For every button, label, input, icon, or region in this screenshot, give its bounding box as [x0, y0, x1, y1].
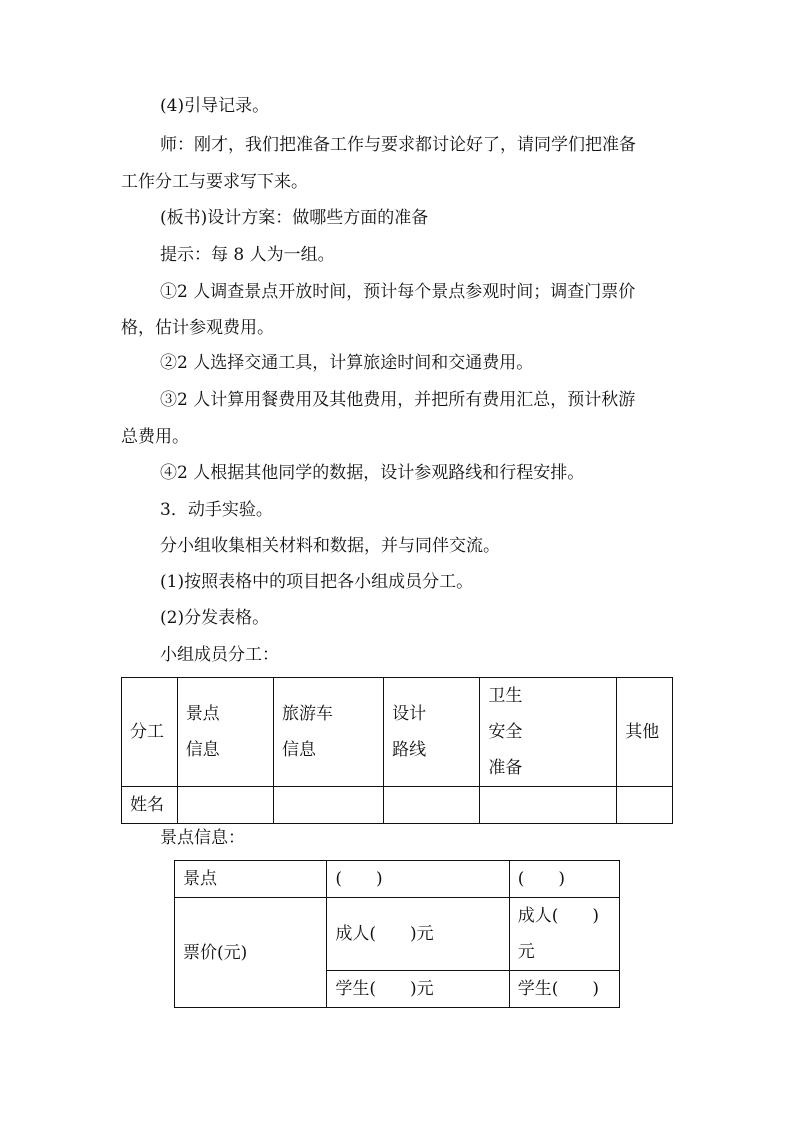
text-line: (2)分发表格。 [160, 608, 270, 628]
table-cell[interactable] [480, 787, 617, 824]
text-line: (1)按照表格中的项目把各小组成员分工。 [160, 572, 474, 592]
text-line: ②2 人选择交通工具，计算旅途时间和交通费用。 [160, 353, 534, 373]
table-cell[interactable] [384, 787, 480, 824]
text-line: 总费用。 [121, 427, 189, 447]
text-line: (4)引导记录。 [160, 96, 270, 116]
table-cell[interactable] [273, 787, 383, 824]
table-cell: 分工 [122, 678, 178, 787]
text-line: ③2 人计算用餐费用及其他费用，并把所有费用汇总，预计秋游 [160, 390, 636, 410]
text-line: 提示：每 8 人为一组。 [160, 245, 335, 265]
table-row [175, 861, 620, 898]
table-cell: 票价(元) [175, 898, 327, 1008]
table-cell: 景点 信息 [177, 678, 273, 787]
table-cell: 姓名 [122, 787, 178, 824]
table-cell[interactable] [177, 787, 273, 824]
text-line: 格，估计参观费用。 [121, 318, 274, 338]
table-cell: 设计 路线 [384, 678, 480, 787]
section-heading: 3．动手实验。 [160, 500, 273, 520]
table-cell: ( ) [509, 861, 619, 898]
text-line: 分小组收集相关材料和数据，并与同伴交流。 [160, 536, 500, 556]
table-caption: 景点信息： [160, 828, 245, 848]
table-cell: 成人( )元 [327, 898, 509, 971]
text-line: ④2 人根据其他同学的数据，设计参观路线和行程安排。 [160, 463, 585, 483]
table-cell: ( ) [327, 861, 509, 898]
text-line: ①2 人调查景点开放时间，预计每个景点参观时间；调查门票价 [160, 282, 636, 302]
table-cell: 学生( ) [509, 971, 619, 1008]
table-row [122, 678, 673, 787]
table-caption: 小组成员分工： [160, 645, 279, 665]
division-table [121, 677, 673, 824]
table-row [122, 787, 673, 824]
table-cell: 景点 [175, 861, 327, 898]
table-cell[interactable] [617, 787, 673, 824]
scenic-info-table [174, 860, 620, 1008]
table-cell: 其他 [617, 678, 673, 787]
text-line: (板书)设计方案：做哪些方面的准备 [160, 208, 429, 228]
table-row [175, 898, 620, 971]
text-line: 工作分工与要求写下来。 [121, 172, 308, 192]
table-cell: 旅游车 信息 [273, 678, 383, 787]
table-cell: 成人( ) 元 [509, 898, 619, 971]
table-cell: 学生( )元 [327, 971, 509, 1008]
table-cell: 卫生 安全 准备 [480, 678, 617, 787]
text-line: 师：刚才，我们把准备工作与要求都讨论好了，请同学们把准备 [160, 135, 636, 155]
